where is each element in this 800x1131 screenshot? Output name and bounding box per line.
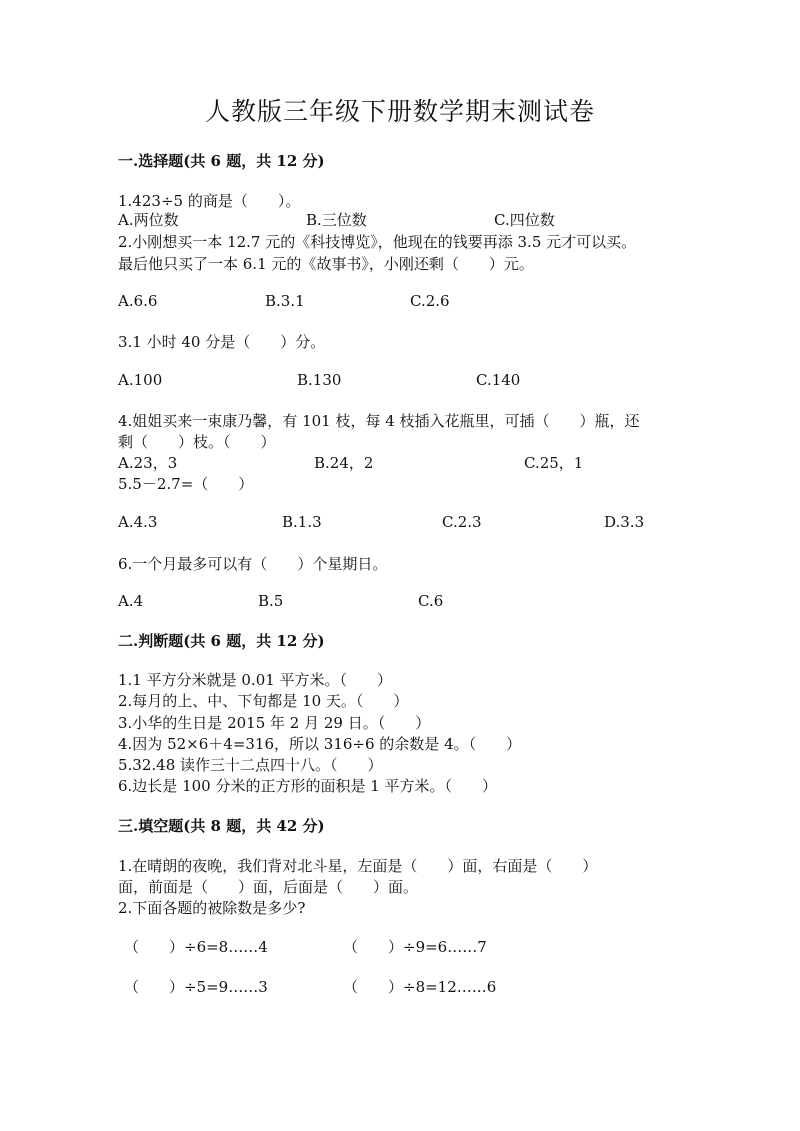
option-a: A.两位数 [118, 211, 179, 229]
option-c: C.2.6 [410, 292, 450, 310]
option-c: C.25，1 [524, 454, 584, 472]
question-text: 6.一个月最多可以有（ ）个星期日。 [118, 555, 388, 573]
option-c: C.2.3 [442, 513, 482, 531]
option-a: A.4 [118, 592, 144, 610]
blank-equation: （ ）÷8=12……6 [343, 978, 497, 996]
blank-equation: （ ）÷6=8……4 [124, 938, 268, 956]
question-text: 4.姐姐买来一束康乃馨，有 101 枝，每 4 枝插入花瓶里，可插（ ）瓶，还 [118, 412, 640, 430]
question-text: 5.32.48 读作三十二点四十八。（ ） [118, 756, 383, 774]
question-text: 6.边长是 100 分米的正方形的面积是 1 平方米。（ ） [118, 777, 498, 795]
section-heading-choice: 一.选择题(共 6 题，共 12 分) [118, 152, 325, 170]
option-c: C.140 [476, 371, 521, 389]
question-text: 3.1 小时 40 分是（ ）分。 [118, 333, 326, 351]
option-b: B.130 [297, 371, 342, 389]
blank-equation: （ ）÷9=6……7 [343, 938, 487, 956]
option-b: B.3.1 [265, 292, 305, 310]
option-a: A.23，3 [118, 454, 178, 472]
question-text: 4.因为 52×6＋4=316，所以 316÷6 的余数是 4。（ ） [118, 735, 522, 753]
question-text: 剩（ ）枝。（ ） [118, 433, 276, 451]
question-text: 2.每月的上、中、下旬都是 10 天。（ ） [118, 692, 409, 710]
question-text: 1.1 平方分米就是 0.01 平方米。（ ） [118, 671, 393, 689]
option-a: A.6.6 [118, 292, 158, 310]
question-text: 面，前面是（ ）面，后面是（ ）面。 [118, 878, 419, 896]
option-d: D.3.3 [604, 513, 645, 531]
blank-equation: （ ）÷5=9……3 [124, 978, 268, 996]
question-text: 3.小华的生日是 2015 年 2 月 29 日。（ ） [118, 714, 431, 732]
option-b: B.三位数 [306, 211, 367, 229]
option-c: C.四位数 [494, 211, 555, 229]
option-a: A.4.3 [118, 513, 158, 531]
option-b: B.5 [258, 592, 284, 610]
question-text: 最后他只买了一本 6.1 元的《故事书》，小刚还剩（ ）元。 [118, 255, 534, 273]
option-b: B.1.3 [282, 513, 322, 531]
question-text: 5.5－2.7=（ ） [118, 475, 254, 493]
section-heading-fill: 三.填空题(共 8 题，共 42 分) [118, 817, 325, 835]
option-c: C.6 [418, 592, 444, 610]
section-heading-judgement: 二.判断题(共 6 题，共 12 分) [118, 632, 325, 650]
question-text: 2.小刚想买一本 12.7 元的《科技博览》，他现在的钱要再添 3.5 元才可以买。 [118, 233, 637, 251]
question-text: 2.下面各题的被除数是多少? [118, 899, 306, 917]
page-title: 人教版三年级下册数学期末测试卷 [204, 97, 595, 126]
question-text: 1.在晴朗的夜晚，我们背对北斗星，左面是（ ）面，右面是（ ） [118, 857, 598, 875]
option-a: A.100 [118, 371, 163, 389]
option-b: B.24，2 [314, 454, 374, 472]
question-text: 1.423÷5 的商是（ ）。 [118, 192, 301, 210]
